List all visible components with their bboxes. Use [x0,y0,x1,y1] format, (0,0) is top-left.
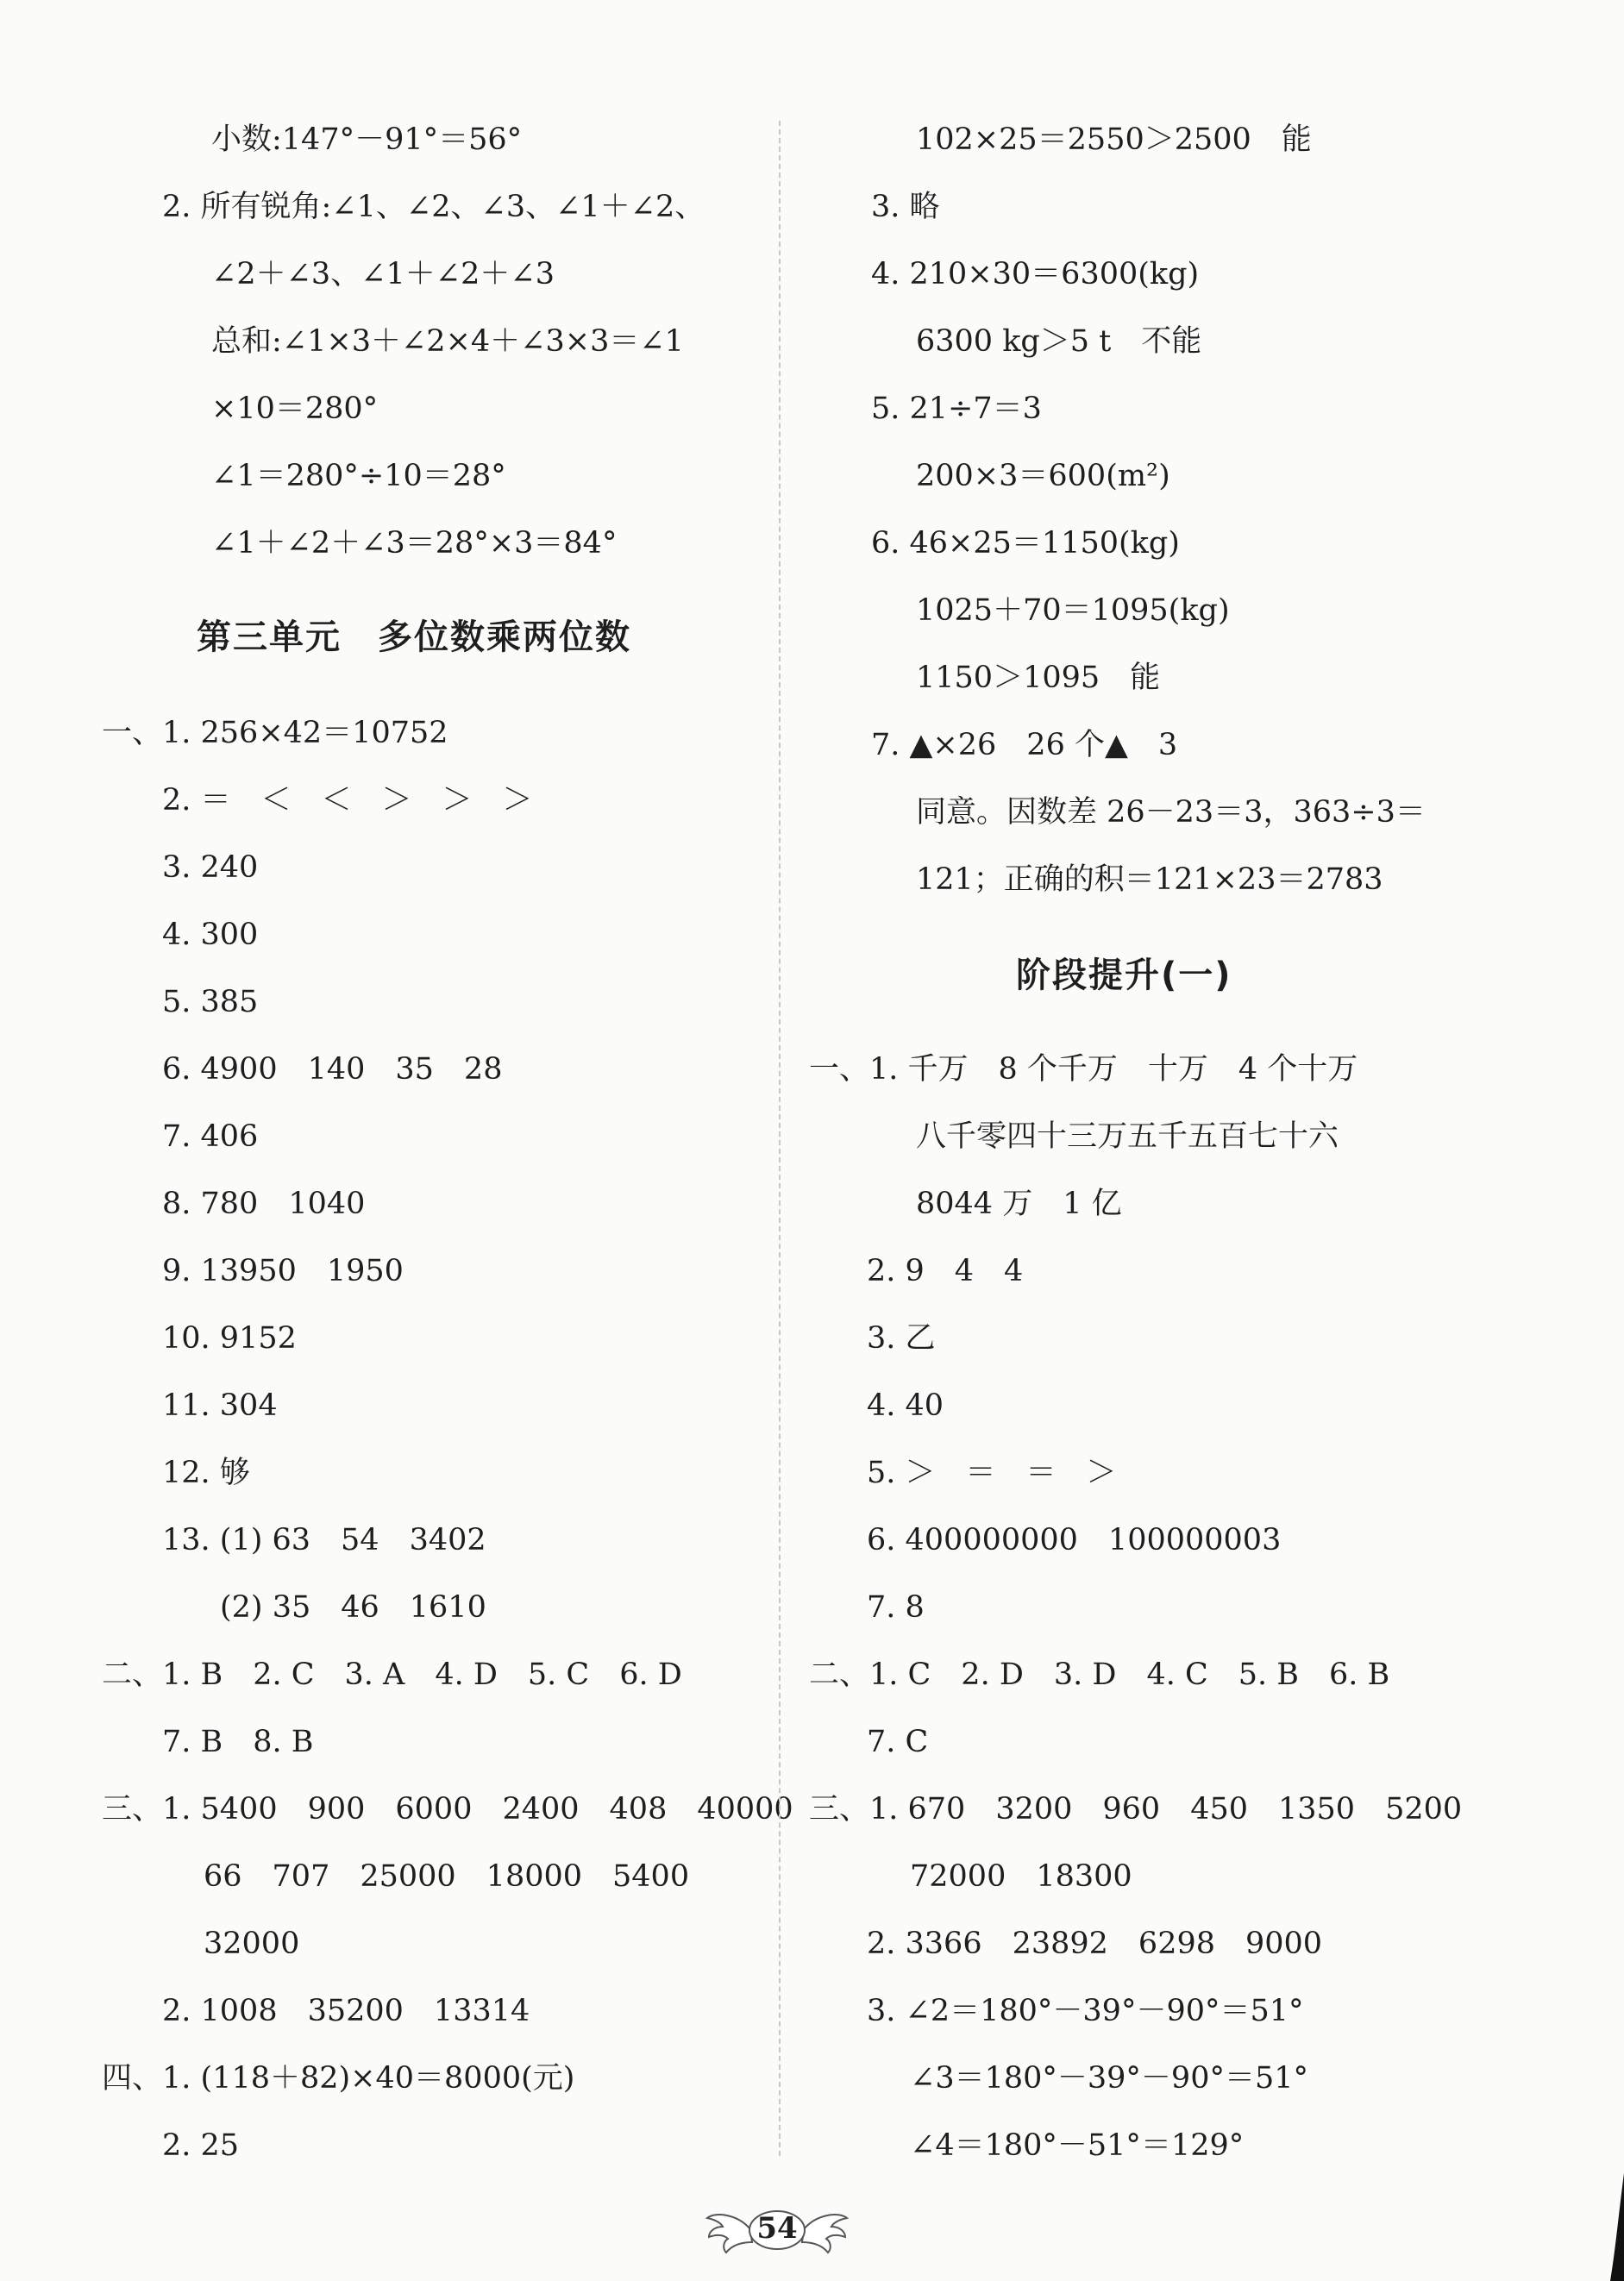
answer-line: 6. 400000000 100000003 [867,1523,1282,1557]
answer-line: 2. 25 [162,2128,240,2163]
answer-line: 3. 240 [162,850,259,885]
answer-line: 三、1. 5400 900 6000 2400 408 40000 [102,1792,793,1827]
answer-line: ∠4＝180°－51°＝129° [910,2128,1245,2163]
answer-line: 同意。因数差 26－23＝3，363÷3＝ [916,795,1426,830]
answer-line: 3. 乙 [867,1321,936,1356]
answer-line: (2) 35 46 1610 [220,1590,486,1625]
answer-line: 6300 kg＞5 t 不能 [916,324,1202,359]
answer-line: 8044 万 1 亿 [916,1187,1122,1221]
answer-line: 1150＞1095 能 [916,661,1161,695]
answer-line: 6. 46×25＝1150(kg) [871,526,1180,561]
answer-line: 4. 210×30＝6300(kg) [871,257,1200,291]
answer-line: 5. 385 [162,985,259,1019]
answer-line: 7. C [867,1725,929,1759]
answer-line: 5. 21÷7＝3 [871,392,1042,426]
answer-line: 32000 [204,1927,300,1961]
answer-line: 总和:∠1×3＋∠2×4＋∠3×3＝∠1 [211,324,684,359]
page-edge-mark [1603,2173,1624,2281]
answer-line: 200×3＝600(m²) [916,459,1170,493]
column-divider [779,121,781,2156]
answer-line: 4. 300 [162,918,259,952]
answer-line: ∠1＋∠2＋∠3＝28°×3＝84° [211,526,618,561]
answer-line: 小数:147°－91°＝56° [211,122,523,157]
answer-line: 7. B 8. B [162,1725,314,1759]
answer-line: 2. 9 4 4 [867,1254,1024,1288]
answer-line: 7. 406 [162,1119,259,1154]
answer-line: 7. 8 [867,1590,925,1625]
answer-line: ∠3＝180°－39°－90°＝51° [910,2061,1309,2096]
answer-line: 6. 4900 140 35 28 [162,1052,503,1087]
section-heading: 阶段提升(一) [1016,956,1232,995]
answer-line: ∠1＝280°÷10＝28° [211,459,506,493]
answer-line: 1025＋70＝1095(kg) [916,593,1230,628]
answer-line: 4. 40 [867,1388,944,1423]
answer-line: 121；正确的积＝121×23＝2783 [916,862,1383,897]
answer-line: 2. ＝ ＜ ＜ ＞ ＞ ＞ [162,783,533,818]
page-number-badge [704,2199,850,2259]
answer-line: 四、1. (118＋82)×40＝8000(元) [102,2061,575,2096]
answer-line: 2. 3366 23892 6298 9000 [867,1927,1323,1961]
answer-line: 一、1. 256×42＝10752 [102,716,448,750]
answer-line: 八千零四十三万五千五百七十六 [916,1119,1339,1154]
answer-line: 5. ＞ ＝ ＝ ＞ [867,1456,1117,1490]
answer-line: 66 707 25000 18000 5400 [204,1859,690,1894]
answer-line: 2. 1008 35200 13314 [162,1994,530,2028]
answer-line: 10. 9152 [162,1321,297,1356]
answer-line: 二、1. C 2. D 3. D 4. C 5. B 6. B [809,1657,1390,1692]
answer-line: 9. 13950 1950 [162,1254,404,1288]
answer-line: 102×25＝2550＞2500 能 [916,122,1312,157]
answer-line: 12. 够 [162,1456,250,1490]
answer-line: 13. (1) 63 54 3402 [162,1523,486,1557]
answer-line: 二、1. B 2. C 3. A 4. D 5. C 6. D [102,1657,682,1692]
answer-line: 一、1. 千万 8 个千万 十万 4 个十万 [809,1052,1358,1087]
answer-line: 7. ▲×26 26 个▲ 3 [871,728,1178,762]
answer-line: 8. 780 1040 [162,1187,366,1221]
answer-line: 3. ∠2＝180°－39°－90°＝51° [867,1994,1304,2028]
answer-line: ∠2＋∠3、∠1＋∠2＋∠3 [211,257,555,291]
answer-line: 2. 所有锐角:∠1、∠2、∠3、∠1＋∠2、 [162,190,705,224]
answer-line: 三、1. 670 3200 960 450 1350 5200 [809,1792,1463,1827]
answer-line: ×10＝280° [211,392,379,426]
section-heading: 第三单元 多位数乘两位数 [197,617,631,657]
answer-line: 72000 18300 [910,1859,1132,1894]
page-number: 54 [756,2211,798,2246]
answer-line: 3. 略 [871,190,940,224]
answer-line: 11. 304 [162,1388,278,1423]
